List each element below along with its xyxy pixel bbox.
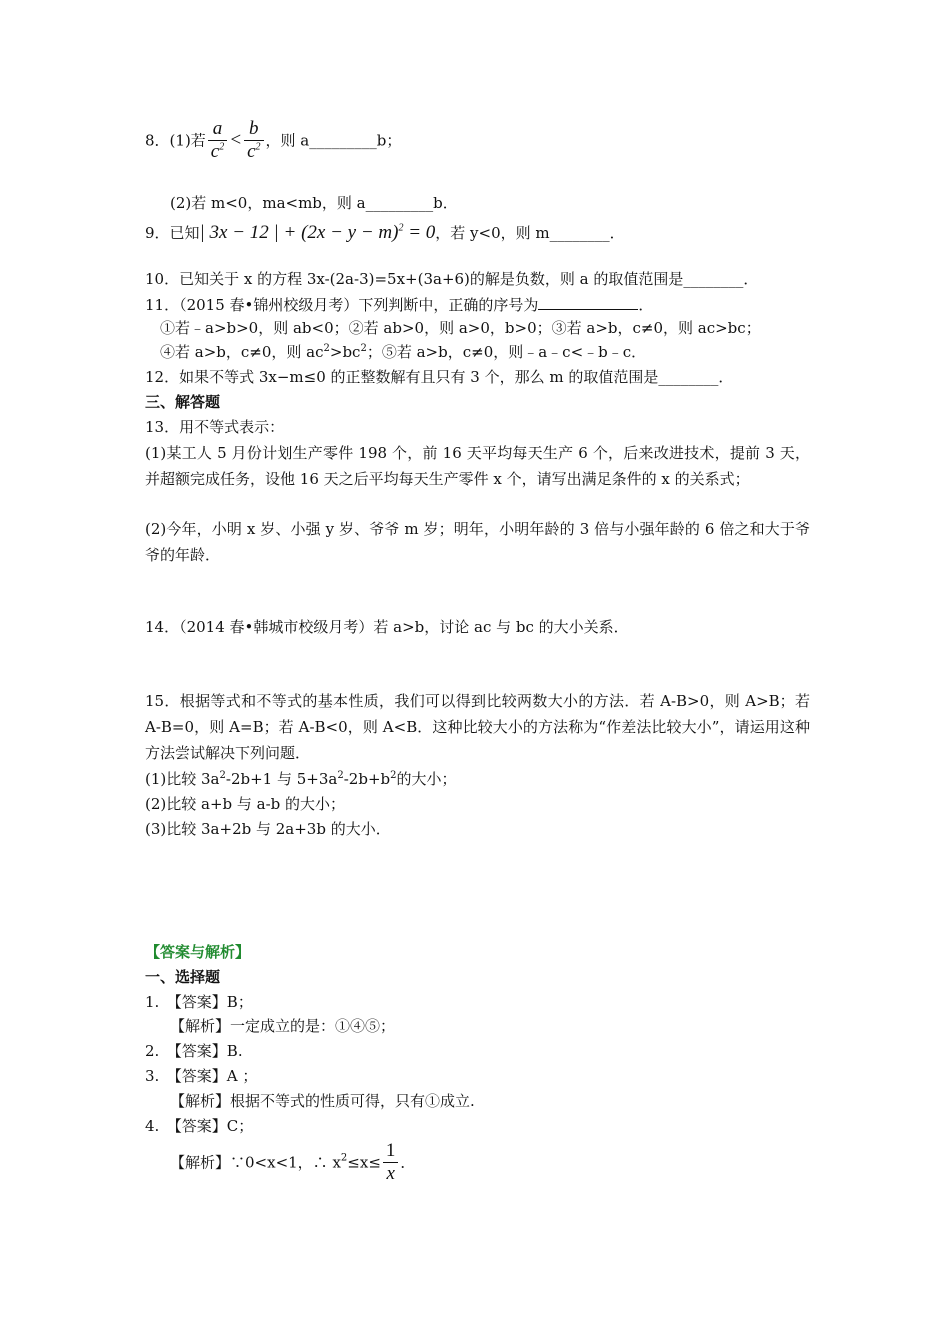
q8-suffix: ，则 a_________b； [265,131,402,150]
q8-line1 [145,118,401,163]
q13-stem: 13．用不等式表示： [145,418,285,436]
q9-expression: | 3x − 12 | + $(2x - y - m)^2 = 0$ [199,222,436,243]
answer-1-explanation: 【解析】一定成立的是：①④⑤； [170,1017,396,1035]
q10: 10．已知关于 x 的方程 3x-(2a-3)=5x+(3a+6)的解是负数，则 a 的取值范围是________． [145,270,759,288]
q8-lt: < [229,129,243,151]
answers-heading: 【答案与解析】 [145,943,251,961]
q8-fraction-a: $\frac{a}{c^2}$ [208,118,227,163]
q12: 12．如果不等式 3x−m≤0 的正整数解有且只有 3 个，那么 m 的取值范围是________． [145,368,734,386]
answer-3: 3. 【答案】A ； [145,1067,258,1085]
q11-answer-blank [538,293,638,310]
section-3-heading: 三、解答题 [145,393,221,411]
q15-part2: (2)比较 a+b 与 a-b 的大小； [145,795,346,813]
q14: 14．（2014 春•韩城市校级月考）若 a>b，讨论 ac 与 bc 的大小关系． [145,618,629,636]
q11-options-1: ①若﹣a>b>0，则 ab<0；②若 ab>0，则 a>0，b>0；③若 a>b，c≠0，则 ac>bc； [160,319,761,337]
q15-part3: (3)比较 3a+2b 与 2a+3b 的大小． [145,820,391,838]
q8-part2: (2)若 m<0，ma<mb，则 a_________b． [170,194,458,212]
answer-4: 4. 【答案】C； [145,1117,254,1135]
q11-options-2: ④若 a>b，c≠0，则 $ac^2>bc^2$；⑤若 a>b，c≠0，则﹣a﹣c<﹣b﹣c． [160,343,647,361]
q13-part1: (1)某工人 5 月份计划生产零件 198 个，前 16 天平均每天生产 6 个，后来改进技术，提前 3 天，并超额完成任务，设他 16 天之后平均每天生产零件 x 个，请写出满足条件的 x 的关系式； [145,444,810,488]
answers-section-1: 一、选择题 [145,968,221,986]
answer-4-fraction: $\frac{1}{x}$ [383,1140,399,1185]
q8-prefix: 8．(1)若 [145,131,206,150]
q13-part2: (2)今年，小明 x 岁、小强 y 岁、爷爷 m 岁；明年，小明年龄的 3 倍与小强年龄的 6 倍之和大于爷爷的年龄． [145,520,810,564]
answer-1: 1. 【答案】B； [145,993,253,1011]
answer-3-explanation: 【解析】根据不等式的性质可得，只有①成立. [170,1092,475,1110]
q8-fraction-b: $\frac{b}{c^2}$ [244,118,263,163]
answer-4-explanation: 【解析】∵0<x<1，∴ $x^2\le x\le$ $\frac{1}{x}$ ． [170,1140,416,1184]
q11-stem: 11．（2015 春•锦州校级月考）下列判断中，正确的序号为 ． [145,293,653,316]
answer-2: 2. 【答案】B. [145,1042,243,1060]
q9-line: 9．已知| 3x − 12 | + $(2x - y - m)^2 = 0$，若 y<0，则 m________． [145,222,625,243]
q15-part1: (1)比较 $3a^2-2b+1$ 与 $5+3a^2-2b+b^2$的大小； [145,770,457,788]
q15-stem: 15．根据等式和不等式的基本性质，我们可以得到比较两数大小的方法．若 A-B>0，则 A>B；若 A-B=0，则 A=B；若 A-B<0，则 A<B．这种比较大小的方法称为“作差法比较大小”，请运用这种方法尝试解决下列问题． [145,692,810,762]
